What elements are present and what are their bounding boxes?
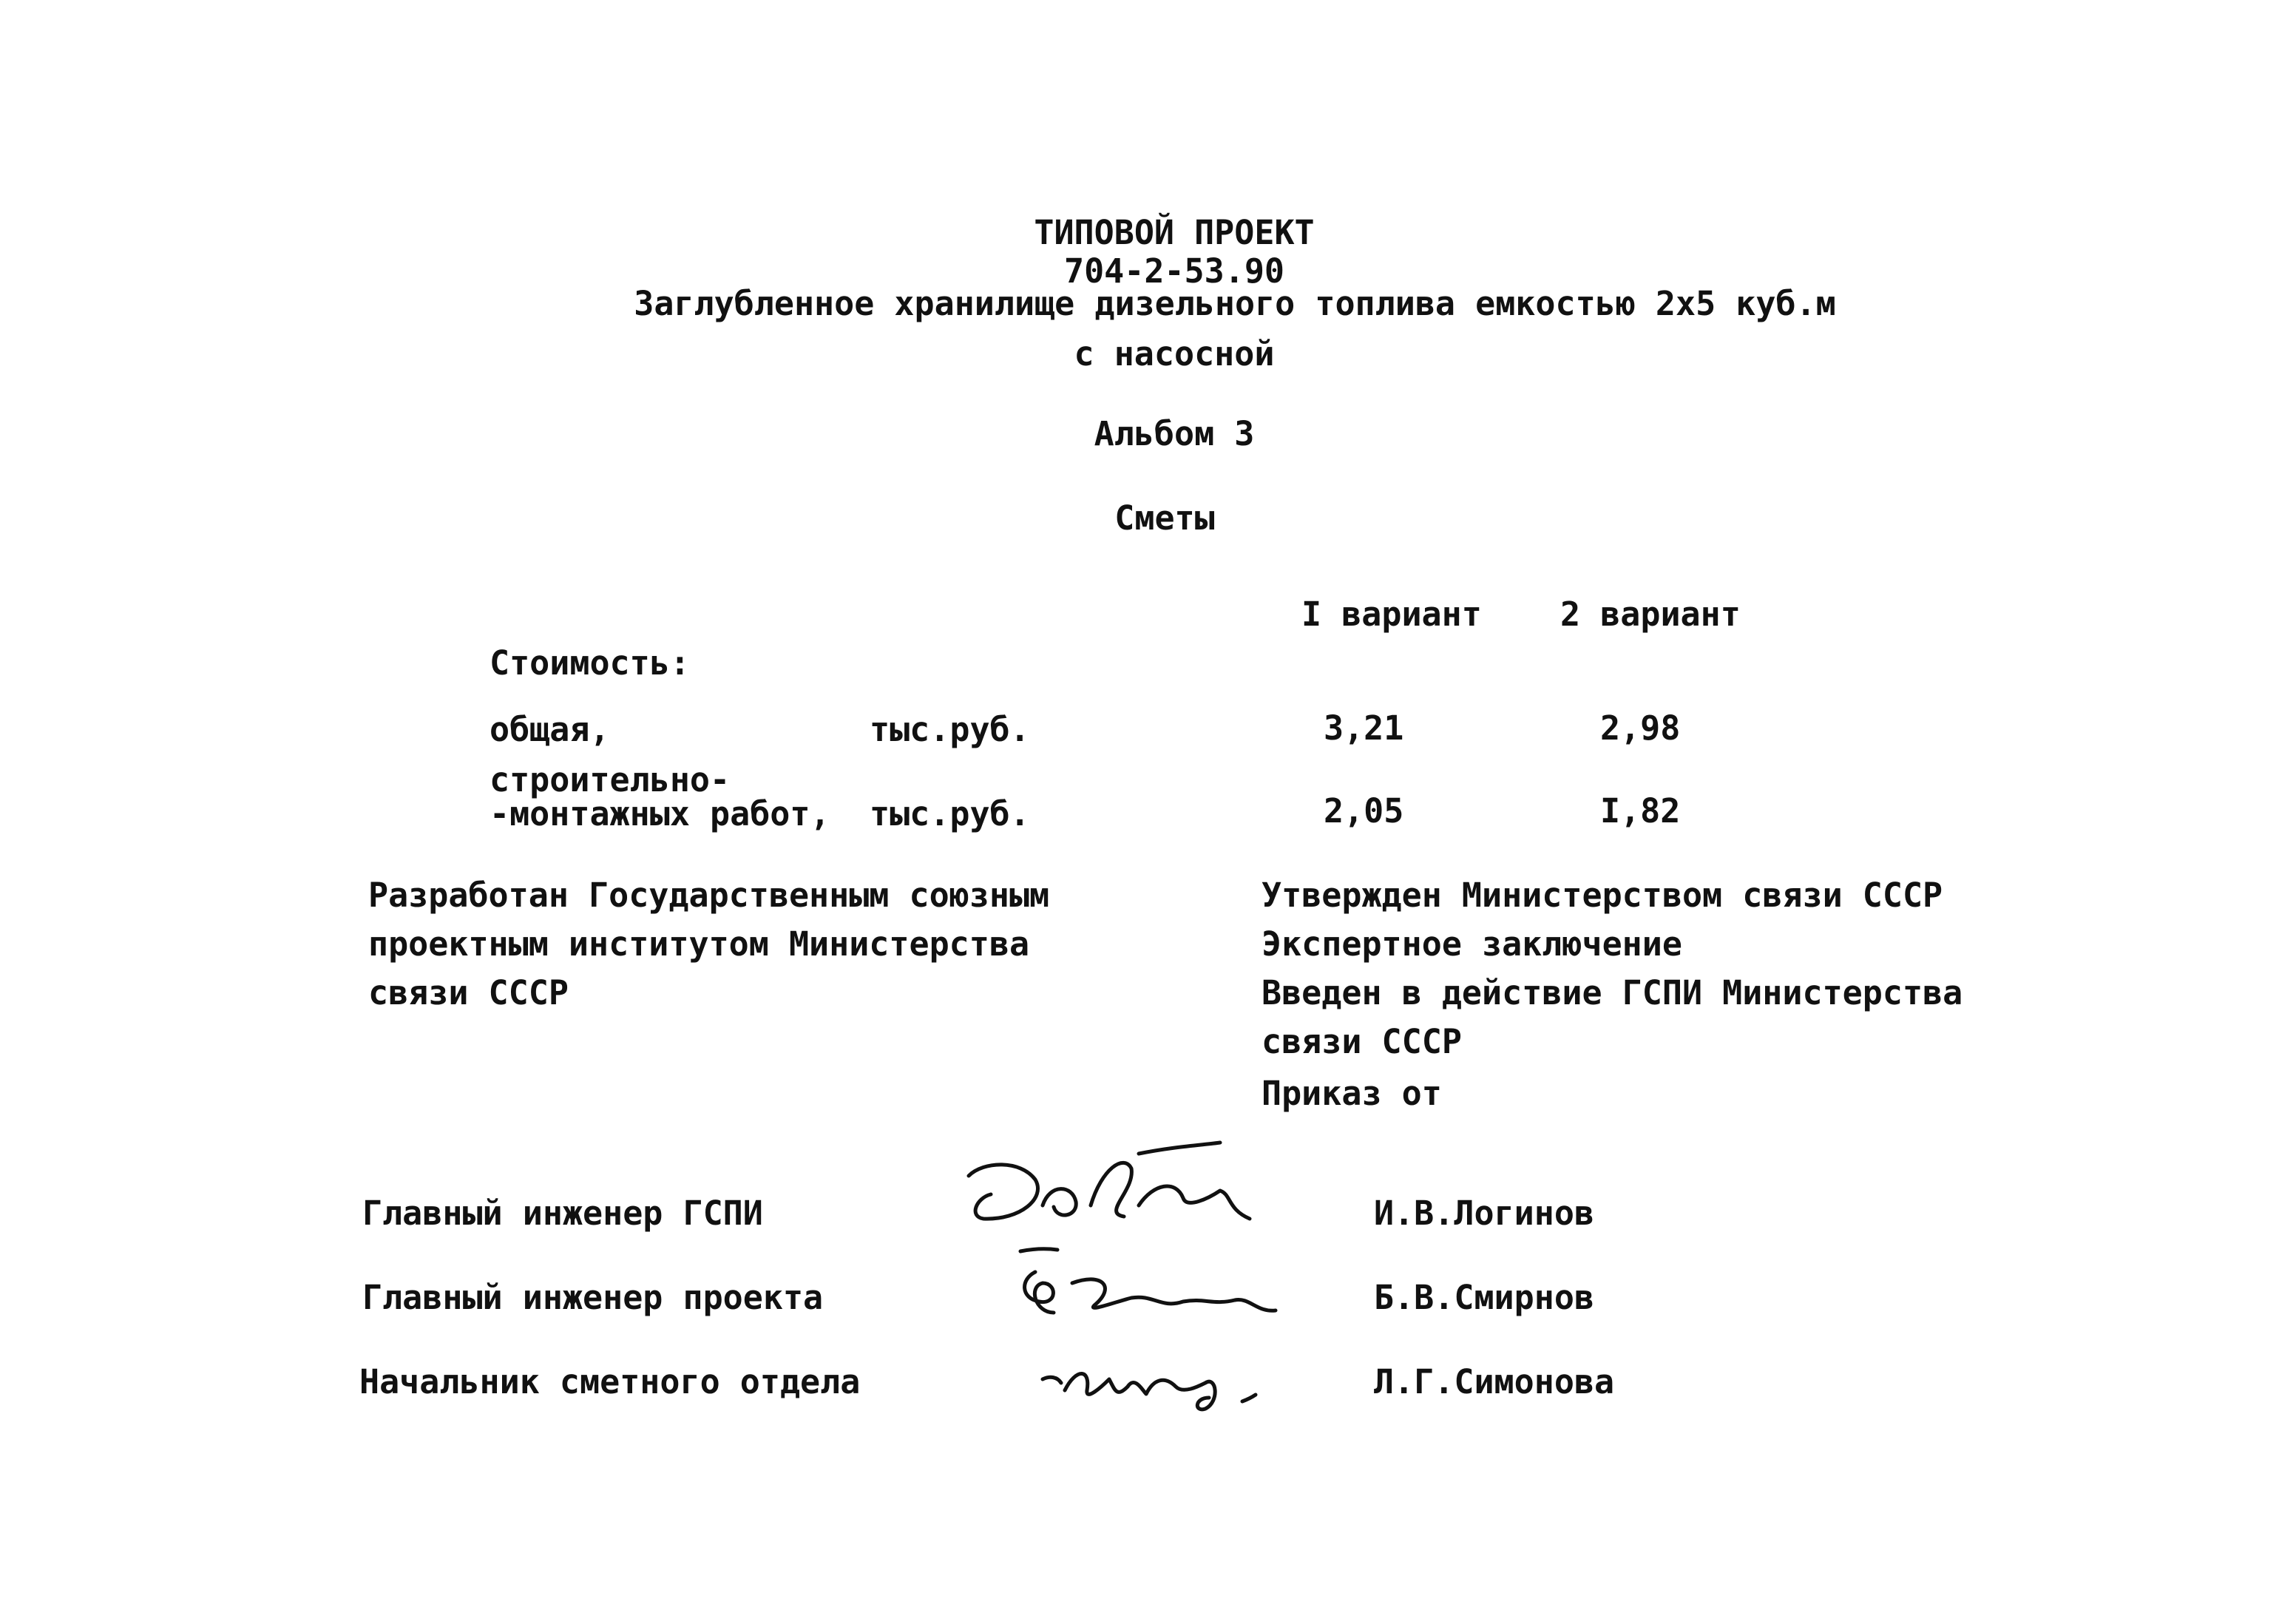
row-label-continued: -монтажных работ, <box>490 794 830 833</box>
album-label: Альбом 3 <box>1094 414 1255 453</box>
doc-heading: ТИПОВОЙ ПРОЕКТ <box>1034 213 1315 252</box>
signatory-title: Главный инженер ГСПИ <box>362 1194 763 1233</box>
approval-line: Экспертное заключение <box>1262 924 1682 964</box>
approval-line: Приказ от <box>1262 1074 1442 1113</box>
row-value-variant-1: 2,05 <box>1324 791 1404 830</box>
approval-line: Утвержден Министерством связи СССР <box>1262 876 1943 915</box>
variant-header-1: I вариант <box>1301 595 1482 634</box>
row-value-variant-2: I,82 <box>1600 791 1681 830</box>
handwritten-signature <box>1013 1242 1287 1324</box>
row-unit: тыс.руб. <box>870 710 1030 749</box>
approval-line: Введен в действие ГСПИ Министерства <box>1262 973 1963 1012</box>
signatory-title: Главный инженер проекта <box>362 1278 824 1317</box>
developed-by-line: проектным институтом Министерства <box>368 924 1030 964</box>
variant-header-2: 2 вариант <box>1560 595 1741 634</box>
signatory-title: Начальник сметного отдела <box>359 1362 861 1401</box>
section-title: Сметы <box>1114 498 1215 538</box>
handwritten-signature <box>954 1139 1264 1242</box>
signatory-name: Б.В.Смирнов <box>1374 1278 1595 1317</box>
cost-caption: Стоимость: <box>490 643 690 683</box>
row-label: общая, <box>490 710 610 749</box>
row-value-variant-1: 3,21 <box>1324 708 1404 748</box>
handwritten-signature <box>1035 1346 1279 1420</box>
signatory-name: И.В.Логинов <box>1374 1194 1595 1233</box>
row-unit: тыс.руб. <box>870 794 1030 833</box>
project-title-continued: с насосной <box>1074 334 1275 373</box>
project-title: Заглубленное хранилище дизельного топлива емкостью 2х5 куб.м <box>634 284 1836 323</box>
signatory-name: Л.Г.Симонова <box>1374 1362 1615 1401</box>
developed-by-line: Разработан Государственным союзным <box>368 876 1050 915</box>
row-value-variant-2: 2,98 <box>1600 708 1681 748</box>
developed-by-line: связи СССР <box>368 973 569 1012</box>
project-number: 704-2-53.90 <box>1063 251 1285 291</box>
row-label: строительно- <box>490 760 731 799</box>
approval-line: связи СССР <box>1262 1022 1462 1061</box>
